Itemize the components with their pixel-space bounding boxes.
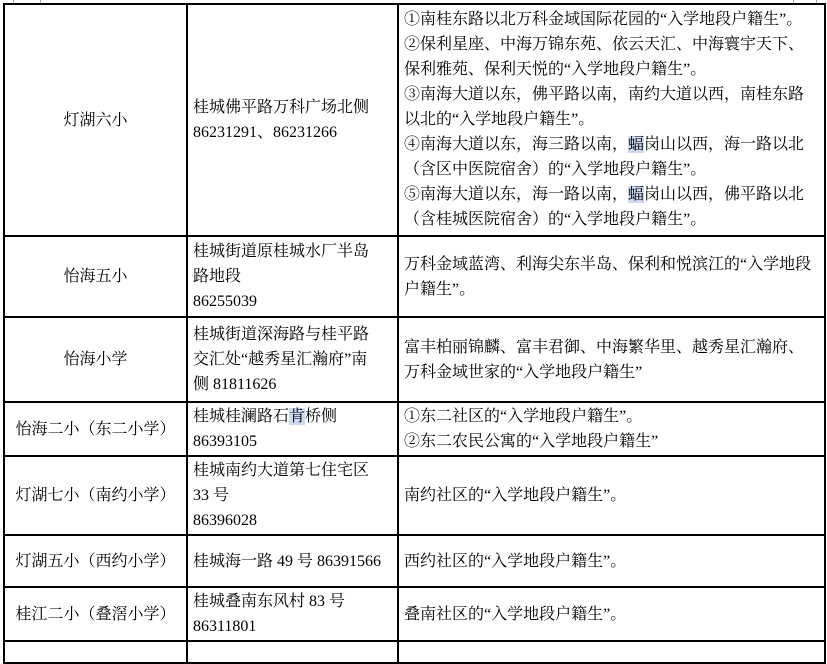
zone-cell: [398, 535, 825, 587]
zone-cell: [398, 4, 825, 236]
phone-line: 86396028: [193, 512, 257, 529]
zone-item: ①南桂东路以北万科金域国际花园的“入学地段户籍生”。: [404, 11, 803, 28]
address-cell: [187, 402, 398, 456]
school-name: 灯湖七小（南约小学）: [15, 487, 176, 504]
zone-item: 富丰柏丽锦麟、富丰君御、中海繁华里、越秀星汇瀚府、万科金域世家的“入学地段户籍生”: [404, 338, 805, 381]
zone-item: 南约社区的“入学地段户籍生”。: [404, 487, 627, 504]
address-cell: [187, 236, 398, 317]
zone-cell: [398, 641, 825, 663]
address-line: 桂城佛平路万科广场北侧: [193, 99, 370, 116]
address-line: 交汇处“越秀星汇瀚府”南: [193, 351, 368, 368]
school-name-cell: [4, 641, 187, 663]
school-name-cell: [4, 402, 187, 456]
table-row-partial-bottom: [4, 641, 825, 663]
address-cell: [187, 535, 398, 587]
zone-cell: [398, 402, 825, 456]
school-name-cell: [4, 587, 187, 641]
table-row-guijiang-2: [4, 587, 825, 641]
table-row-denghu-7: [4, 456, 825, 535]
phone-line: 86393105: [193, 433, 257, 450]
address-line: 桂城街道原桂城水厂半岛: [193, 243, 370, 260]
zone-item: ③南海大道以东，佛平路以南，南约大道以西，南桂东路以北的“入学地段户籍生”。: [404, 86, 805, 128]
address-cell: [187, 456, 398, 535]
school-name-cell: [4, 236, 187, 317]
zone-cell: [398, 317, 825, 402]
table-row-yihai-2: [4, 402, 825, 456]
zone-item: [404, 182, 819, 232]
address-line: 桂城海一路 49 号 86391566: [193, 552, 382, 570]
address-cell: [187, 587, 398, 641]
table-row-yihai-5: [4, 236, 825, 317]
zone-item: ②保利星座、中海万锦东苑、依云天汇、中海寰宇天下、保利雅苑、保利天悦的“入学地段户籍生”。: [404, 36, 805, 78]
school-name: 灯湖六小: [63, 111, 128, 129]
school-name-cell: [4, 317, 187, 402]
address-cell: [187, 641, 398, 663]
school-enrollment-zone-table: [3, 3, 826, 664]
address-line: 33 号: [193, 487, 230, 504]
highlighted-rare-character: 蝠: [628, 136, 645, 153]
address-cell: [187, 4, 398, 236]
zone-text: ④南海大道以东，海三路以南，: [404, 136, 629, 153]
address-text: 桂城桂澜路石: [193, 408, 290, 425]
school-name: 桂江二小（叠滘小学）: [15, 605, 176, 623]
zone-text: 岗山以西，海一路以北（含区中医院宿舍）的“入学地段户籍生”。: [404, 136, 805, 178]
zone-text: 岗山以西，佛平路以北（含桂城医院宿舍）的“入学地段户籍生”。: [404, 186, 805, 228]
phone-line: 侧 81811626: [193, 376, 277, 393]
zone-item: 叠南社区的“入学地段户籍生”。: [404, 605, 627, 623]
zone-cell: [398, 456, 825, 535]
address-line: [193, 404, 392, 429]
table-row-denghu-6: [4, 4, 825, 236]
address-text: 桥侧: [305, 408, 338, 425]
zone-item: [404, 132, 819, 182]
phone-line: 86311801: [193, 618, 257, 635]
address-line: 桂城街道深海路与桂平路: [193, 326, 370, 343]
address-line: 桂城叠南东风村 83 号: [193, 593, 346, 610]
zone-item: 西约社区的“入学地段户籍生”。: [404, 552, 627, 570]
address-cell: [187, 317, 398, 402]
school-name: 怡海五小: [63, 268, 128, 285]
zone-cell: [398, 236, 825, 317]
highlighted-rare-character: 蝠: [628, 186, 645, 203]
zone-item: 万科金域蓝湾、利海尖东半岛、保利和悦滨江的“入学地段户籍生”。: [404, 255, 812, 298]
school-name: 怡海小学: [63, 351, 128, 368]
table-row-yihai-primary: [4, 317, 825, 402]
zone-item: ①东二社区的“入学地段户籍生”。: [404, 408, 643, 425]
phone-line: 86255039: [193, 293, 257, 310]
zone-cell: [398, 587, 825, 641]
phone-line: 86231291、86231266: [193, 124, 338, 141]
address-line: 路地段: [193, 268, 242, 285]
zone-item: ②东二农民公寓的“入学地段户籍生”: [404, 433, 659, 450]
school-name-cell: [4, 535, 187, 587]
highlighted-rare-character: 肯: [289, 408, 306, 425]
school-name-cell: [4, 4, 187, 236]
school-name: 怡海二小（东二小学）: [15, 420, 176, 438]
zone-text: ⑤南海大道以东，海一路以南，: [404, 186, 629, 203]
table-row-denghu-5: [4, 535, 825, 587]
address-line: 桂城南约大道第七住宅区: [193, 462, 370, 479]
school-name: 灯湖五小（西约小学）: [15, 552, 176, 570]
school-name-cell: [4, 456, 187, 535]
